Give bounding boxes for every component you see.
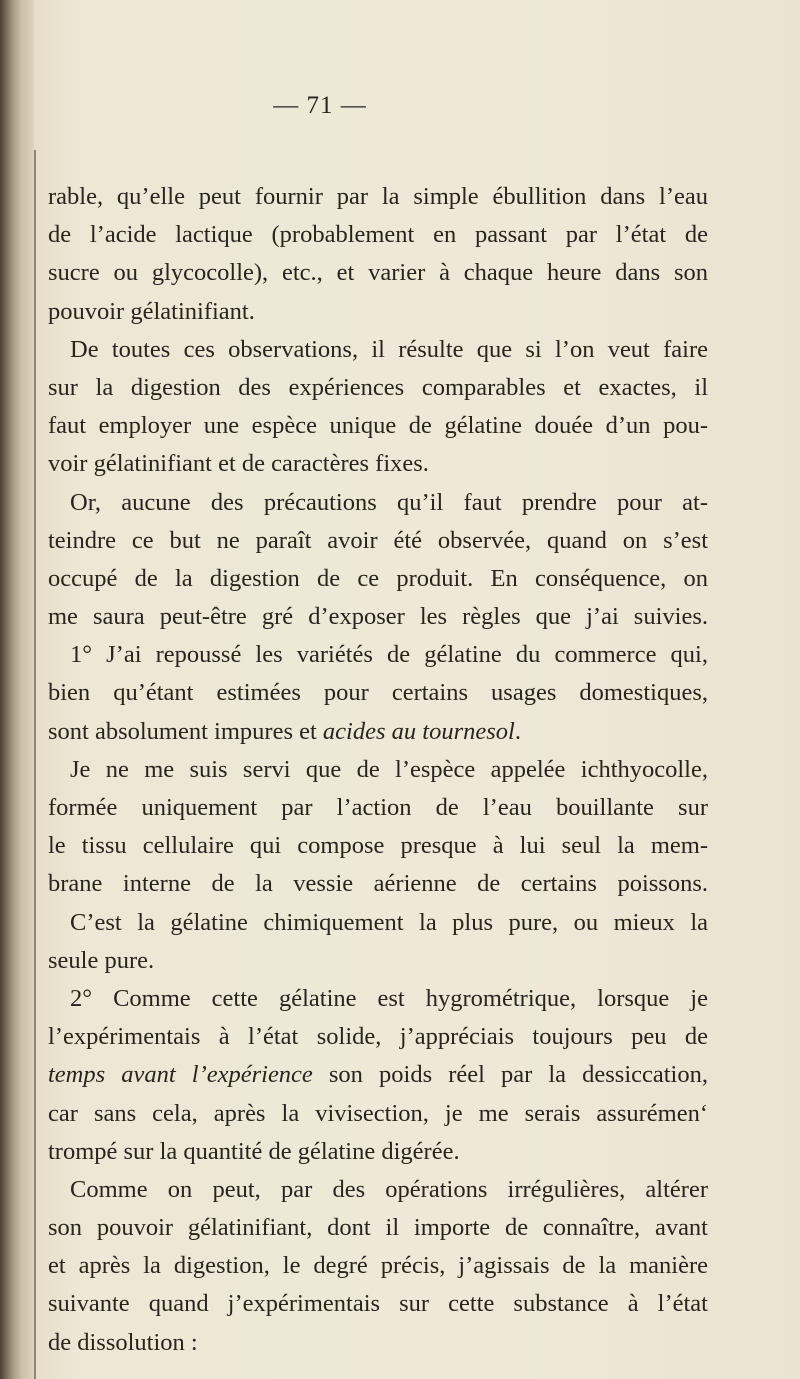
binding-edge-line xyxy=(34,150,36,1379)
text-line-16: Je ne me suis servi que de l’espèce appelée ichthyocolle, xyxy=(70,755,708,783)
text-line-10: teindre ce but ne paraît avoir été observée, quand on s’est xyxy=(48,526,708,554)
text-line-31: de dissolution : xyxy=(48,1328,198,1356)
text-line-9: Or, aucune des précautions qu’il faut prendre pour at- xyxy=(70,488,708,516)
text-line-29: et après la digestion, le degré précis, j’agissais de la manière xyxy=(48,1252,708,1280)
text-line-13: 1° J’ai repoussé les variétés de gélatine du commerce qui, xyxy=(70,641,708,669)
text-line-24 xyxy=(48,1056,708,1094)
text-line-3: sucre ou glycocolle), etc., et varier à chaque heure dans son xyxy=(48,259,708,287)
text-line-17: formée uniquement par l’action de l’eau bouillante sur xyxy=(48,794,708,821)
text-line-26: trompé sur la quantité de gélatine digérée. xyxy=(48,1137,460,1165)
text-line-11: occupé de la digestion de ce produit. En conséquence, on xyxy=(48,564,708,592)
text-line-4: pouvoir gélatinifiant. xyxy=(48,297,255,325)
text-line-15-end: . xyxy=(514,717,521,745)
text-line-14: bien qu’étant estimées pour certains usages domestiques, xyxy=(48,679,708,707)
text-line-18: le tissu cellulaire qui compose presque à lui seul la mem- xyxy=(48,832,708,860)
body-text xyxy=(48,178,708,1362)
text-line-21: seule pure. xyxy=(48,946,155,974)
text-line-7: faut employer une espèce unique de gélatine douée d’un pou- xyxy=(48,412,708,440)
text-line-30: suivante quand j’expérimentais sur cette substance à l’état xyxy=(48,1290,708,1318)
text-line-5: De toutes ces observations, il résulte que si l’on veut faire xyxy=(70,335,708,363)
text-line-22: 2° Comme cette gélatine est hygrométrique, lorsque je xyxy=(70,984,708,1012)
text-line-24-roman: son poids réel par la dessiccation, xyxy=(312,1061,708,1089)
text-line-6: sur la digestion des expériences comparables et exactes, il xyxy=(48,373,708,401)
book-binding-shadow xyxy=(0,0,34,1379)
text-line-8: voir gélatinifiant et de caractères fixes. xyxy=(48,450,429,478)
text-line-2: de l’acide lactique (probablement en passant par l’état de xyxy=(48,221,708,249)
page-number: — 71 — xyxy=(273,92,367,119)
text-line-1: rable, qu’elle peut fournir par la simple ébullition dans l’eau xyxy=(48,183,708,210)
text-line-15-roman: sont absolument impures et xyxy=(48,717,323,745)
text-line-15 xyxy=(48,713,708,751)
text-line-20: C’est la gélatine chimiquement la plus pure, ou mieux la xyxy=(70,908,708,936)
text-line-25: car sans cela, après la vivisection, je me serais assurémen‘ xyxy=(48,1099,708,1127)
text-line-23: l’expérimentais à l’état solide, j’appréciais toujours peu de xyxy=(48,1023,708,1051)
text-line-19: brane interne de la vessie aérienne de certains poissons. xyxy=(48,870,708,898)
text-line-24-italic: temps avant l’expérience xyxy=(48,1061,313,1089)
text-line-15-italic: acides au tournesol xyxy=(322,717,515,745)
text-line-12: me saura peut-être gré d’exposer les règles que j’ai suivies. xyxy=(48,603,708,631)
text-line-28: son pouvoir gélatinifiant, dont il importe de connaître, avant xyxy=(48,1214,708,1242)
text-line-27: Comme on peut, par des opérations irrégulières, altérer xyxy=(70,1175,708,1203)
